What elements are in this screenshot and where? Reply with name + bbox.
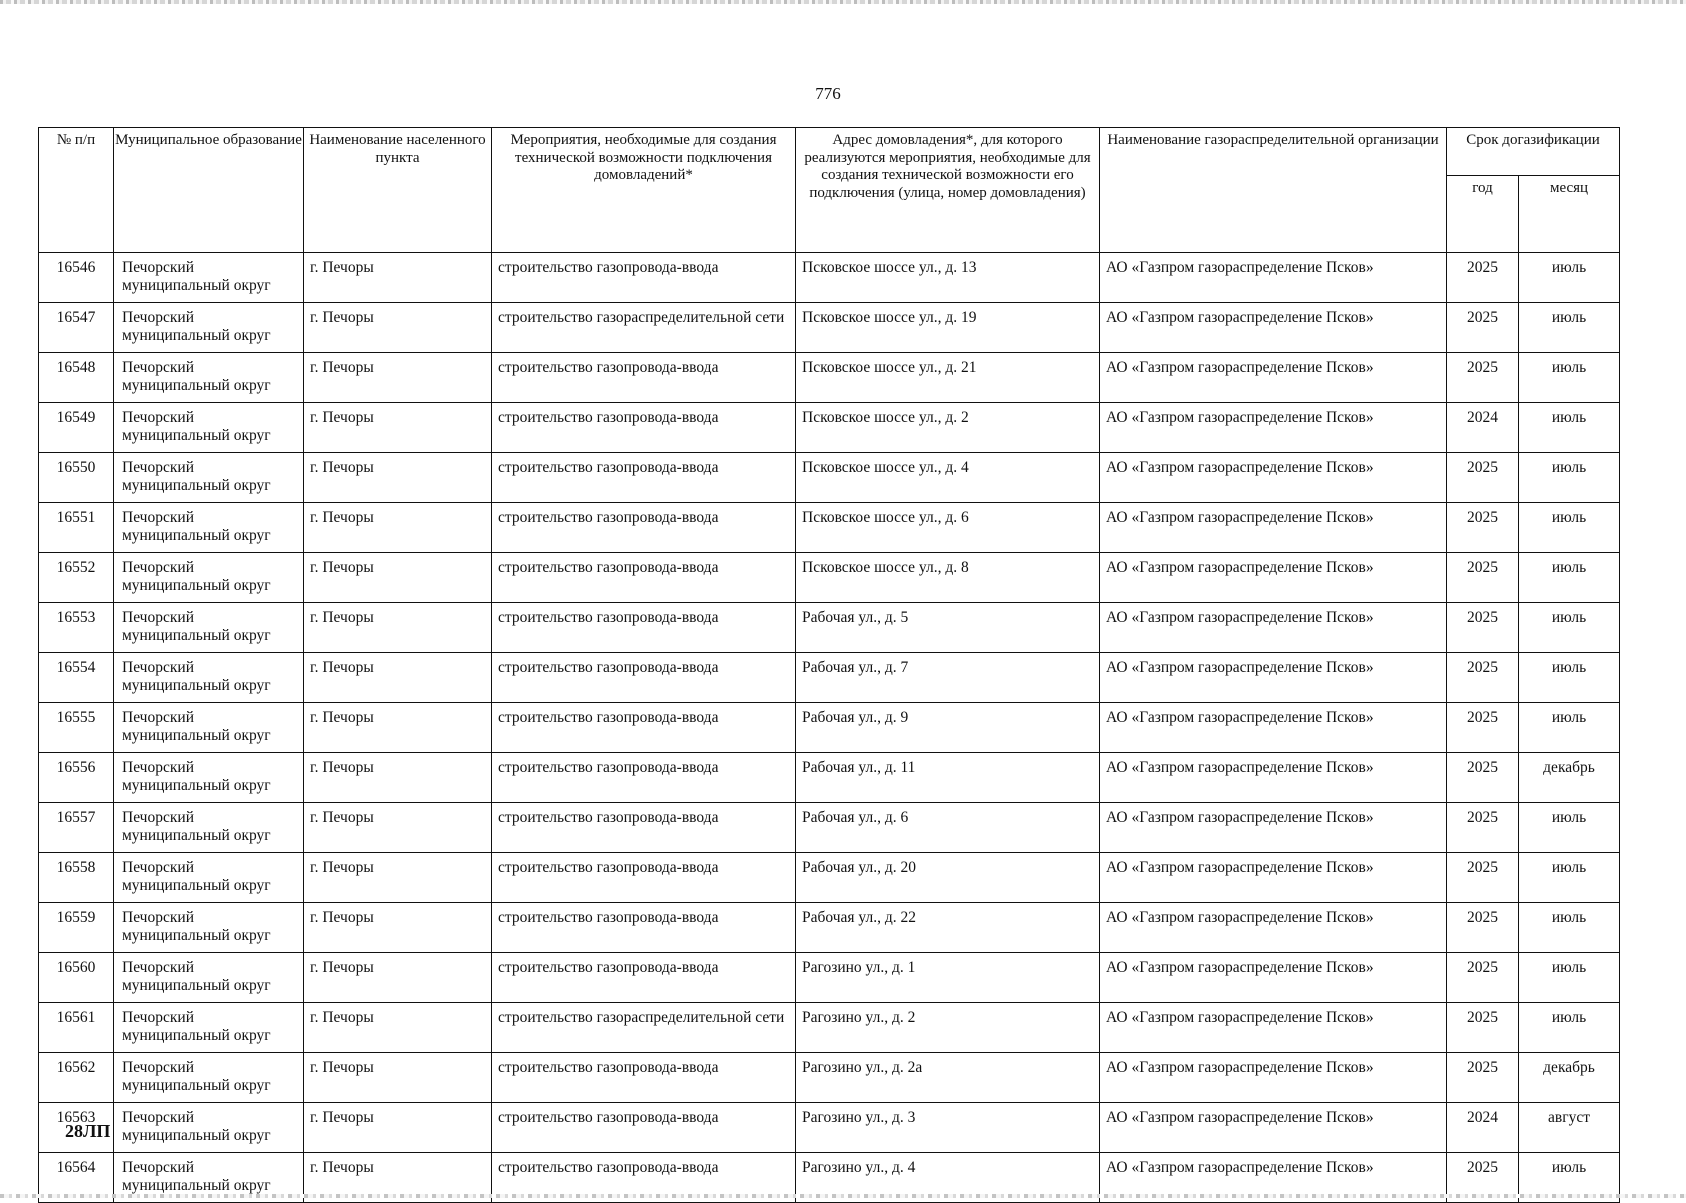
table-row <box>39 1003 1620 1053</box>
cell-month: июль <box>1519 903 1620 953</box>
cell-settlement: г. Печоры <box>304 803 492 853</box>
cell-month: декабрь <box>1519 1053 1620 1103</box>
cell-address: Рагозино ул., д. 3 <box>796 1103 1100 1153</box>
cell-settlement: г. Печоры <box>304 253 492 303</box>
cell-year: 2025 <box>1447 253 1519 303</box>
cell-municipality: Печорский муниципальный округ <box>114 1053 304 1103</box>
cell-num: 16554 <box>39 653 114 703</box>
cell-municipality: Печорский муниципальный округ <box>114 503 304 553</box>
cell-organization: АО «Газпром газораспределение Псков» <box>1100 703 1447 753</box>
cell-settlement: г. Печоры <box>304 703 492 753</box>
table-row <box>39 453 1620 503</box>
cell-organization: АО «Газпром газораспределение Псков» <box>1100 653 1447 703</box>
cell-address: Псковское шоссе ул., д. 19 <box>796 303 1100 353</box>
table-row <box>39 1053 1620 1103</box>
cell-address: Рабочая ул., д. 7 <box>796 653 1100 703</box>
table-row <box>39 953 1620 1003</box>
cell-year: 2025 <box>1447 303 1519 353</box>
cell-num: 16548 <box>39 353 114 403</box>
cell-measure: строительство газопровода-ввода <box>492 603 796 653</box>
cell-settlement: г. Печоры <box>304 653 492 703</box>
cell-month: июль <box>1519 353 1620 403</box>
table-header <box>39 128 1620 253</box>
cell-year: 2024 <box>1447 403 1519 453</box>
cell-num: 16561 <box>39 1003 114 1053</box>
cell-settlement: г. Печоры <box>304 953 492 1003</box>
cell-measure: строительство газопровода-ввода <box>492 903 796 953</box>
cell-measure: строительство газопровода-ввода <box>492 353 796 403</box>
cell-year: 2025 <box>1447 453 1519 503</box>
cell-organization: АО «Газпром газораспределение Псков» <box>1100 1003 1447 1053</box>
cell-month: июль <box>1519 1003 1620 1053</box>
cell-address: Псковское шоссе ул., д. 13 <box>796 253 1100 303</box>
cell-organization: АО «Газпром газораспределение Псков» <box>1100 303 1447 353</box>
cell-settlement: г. Печоры <box>304 1153 492 1203</box>
header-measures: Мероприятия, необходимые для создания технической возможности подключения домовладений* <box>492 128 796 253</box>
cell-num: 16560 <box>39 953 114 1003</box>
cell-municipality: Печорский муниципальный округ <box>114 1103 304 1153</box>
cell-measure: строительство газопровода-ввода <box>492 553 796 603</box>
cell-measure: строительство газопровода-ввода <box>492 853 796 903</box>
cell-address: Рабочая ул., д. 22 <box>796 903 1100 953</box>
cell-organization: АО «Газпром газораспределение Псков» <box>1100 1153 1447 1203</box>
cell-year: 2025 <box>1447 353 1519 403</box>
cell-num: 16555 <box>39 703 114 753</box>
cell-address: Рабочая ул., д. 6 <box>796 803 1100 853</box>
cell-organization: АО «Газпром газораспределение Псков» <box>1100 803 1447 853</box>
table-row <box>39 753 1620 803</box>
cell-municipality: Печорский муниципальный округ <box>114 653 304 703</box>
cell-num: 16557 <box>39 803 114 853</box>
table-row <box>39 503 1620 553</box>
cell-settlement: г. Печоры <box>304 303 492 353</box>
cell-settlement: г. Печоры <box>304 603 492 653</box>
cell-settlement: г. Печоры <box>304 1003 492 1053</box>
header-deadline: Срок догазификации <box>1447 128 1620 176</box>
cell-address: Псковское шоссе ул., д. 8 <box>796 553 1100 603</box>
table-row <box>39 703 1620 753</box>
cell-measure: строительство газопровода-ввода <box>492 953 796 1003</box>
cell-measure: строительство газопровода-ввода <box>492 1053 796 1103</box>
cell-municipality: Печорский муниципальный округ <box>114 1003 304 1053</box>
cell-municipality: Печорский муниципальный округ <box>114 603 304 653</box>
cell-municipality: Печорский муниципальный округ <box>114 903 304 953</box>
header-num: № п/п <box>39 128 114 253</box>
cell-organization: АО «Газпром газораспределение Псков» <box>1100 253 1447 303</box>
cell-address: Рабочая ул., д. 5 <box>796 603 1100 653</box>
cell-municipality: Печорский муниципальный округ <box>114 353 304 403</box>
cell-settlement: г. Печоры <box>304 753 492 803</box>
cell-num: 16556 <box>39 753 114 803</box>
cell-address: Псковское шоссе ул., д. 21 <box>796 353 1100 403</box>
cell-year: 2024 <box>1447 1103 1519 1153</box>
cell-num: 16550 <box>39 453 114 503</box>
cell-year: 2025 <box>1447 953 1519 1003</box>
scan-edge-top <box>0 0 1686 4</box>
cell-settlement: г. Печоры <box>304 903 492 953</box>
cell-measure: строительство газопровода-ввода <box>492 253 796 303</box>
cell-measure: строительство газопровода-ввода <box>492 753 796 803</box>
footer-code: 28ЛП <box>65 1121 111 1141</box>
cell-organization: АО «Газпром газораспределение Псков» <box>1100 853 1447 903</box>
cell-num: 16559 <box>39 903 114 953</box>
cell-measure: строительство газопровода-ввода <box>492 703 796 753</box>
cell-month: июль <box>1519 653 1620 703</box>
cell-measure: строительство газораспределительной сети <box>492 1003 796 1053</box>
table-row <box>39 653 1620 703</box>
cell-municipality: Печорский муниципальный округ <box>114 303 304 353</box>
cell-year: 2025 <box>1447 703 1519 753</box>
cell-num: 16563 <box>39 1103 114 1153</box>
cell-num: 16562 <box>39 1053 114 1103</box>
cell-settlement: г. Печоры <box>304 1053 492 1103</box>
cell-year: 2025 <box>1447 603 1519 653</box>
cell-organization: АО «Газпром газораспределение Псков» <box>1100 753 1447 803</box>
cell-municipality: Печорский муниципальный округ <box>114 953 304 1003</box>
table-row <box>39 303 1620 353</box>
cell-year: 2025 <box>1447 1153 1519 1203</box>
cell-address: Псковское шоссе ул., д. 4 <box>796 453 1100 503</box>
cell-month: август <box>1519 1103 1620 1153</box>
cell-organization: АО «Газпром газораспределение Псков» <box>1100 353 1447 403</box>
cell-month: июль <box>1519 403 1620 453</box>
cell-municipality: Печорский муниципальный округ <box>114 703 304 753</box>
cell-num: 16558 <box>39 853 114 903</box>
cell-settlement: г. Печоры <box>304 453 492 503</box>
cell-month: декабрь <box>1519 753 1620 803</box>
cell-measure: строительство газопровода-ввода <box>492 403 796 453</box>
cell-num: 16564 <box>39 1153 114 1203</box>
cell-municipality: Печорский муниципальный округ <box>114 253 304 303</box>
cell-year: 2025 <box>1447 1053 1519 1103</box>
cell-municipality: Печорский муниципальный округ <box>114 553 304 603</box>
cell-organization: АО «Газпром газораспределение Псков» <box>1100 553 1447 603</box>
cell-settlement: г. Печоры <box>304 853 492 903</box>
cell-month: июль <box>1519 953 1620 1003</box>
cell-settlement: г. Печоры <box>304 503 492 553</box>
cell-month: июль <box>1519 1153 1620 1203</box>
page-number: 776 <box>815 84 841 103</box>
cell-municipality: Печорский муниципальный округ <box>114 853 304 903</box>
header-address: Адрес домовладения*, для которого реализуются мероприятия, необходимые для создания технической возможности его подключения (улица, номер домовладения) <box>796 128 1100 253</box>
header-municipality: Муниципальное образование <box>114 128 304 253</box>
cell-year: 2025 <box>1447 653 1519 703</box>
cell-measure: строительство газопровода-ввода <box>492 1153 796 1203</box>
cell-month: июль <box>1519 853 1620 903</box>
cell-municipality: Печорский муниципальный округ <box>114 803 304 853</box>
cell-address: Рагозино ул., д. 4 <box>796 1153 1100 1203</box>
cell-organization: АО «Газпром газораспределение Псков» <box>1100 453 1447 503</box>
gasification-table <box>38 127 1620 1203</box>
cell-address: Рабочая ул., д. 11 <box>796 753 1100 803</box>
cell-year: 2025 <box>1447 853 1519 903</box>
cell-year: 2025 <box>1447 553 1519 603</box>
header-settlement: Наименование населенного пункта <box>304 128 492 253</box>
cell-address: Рабочая ул., д. 9 <box>796 703 1100 753</box>
header-month: месяц <box>1519 175 1620 252</box>
cell-municipality: Печорский муниципальный округ <box>114 1153 304 1203</box>
cell-measure: строительство газопровода-ввода <box>492 453 796 503</box>
table-row <box>39 403 1620 453</box>
cell-organization: АО «Газпром газораспределение Псков» <box>1100 403 1447 453</box>
cell-year: 2025 <box>1447 903 1519 953</box>
table-body <box>39 253 1620 1203</box>
table-row <box>39 353 1620 403</box>
cell-address: Псковское шоссе ул., д. 6 <box>796 503 1100 553</box>
table-row <box>39 853 1620 903</box>
scan-edge-bottom <box>0 1194 1686 1198</box>
cell-num: 16552 <box>39 553 114 603</box>
cell-address: Рагозино ул., д. 1 <box>796 953 1100 1003</box>
cell-month: июль <box>1519 803 1620 853</box>
cell-month: июль <box>1519 503 1620 553</box>
cell-month: июль <box>1519 703 1620 753</box>
cell-settlement: г. Печоры <box>304 353 492 403</box>
cell-measure: строительство газопровода-ввода <box>492 653 796 703</box>
cell-measure: строительство газопровода-ввода <box>492 503 796 553</box>
cell-month: июль <box>1519 453 1620 503</box>
cell-municipality: Печорский муниципальный округ <box>114 753 304 803</box>
cell-num: 16546 <box>39 253 114 303</box>
table-row <box>39 603 1620 653</box>
cell-year: 2025 <box>1447 803 1519 853</box>
cell-year: 2025 <box>1447 503 1519 553</box>
cell-measure: строительство газопровода-ввода <box>492 1103 796 1153</box>
table-row <box>39 1103 1620 1153</box>
cell-address: Рагозино ул., д. 2а <box>796 1053 1100 1103</box>
cell-measure: строительство газопровода-ввода <box>492 803 796 853</box>
table-row <box>39 553 1620 603</box>
cell-municipality: Печорский муниципальный округ <box>114 403 304 453</box>
table-row <box>39 803 1620 853</box>
cell-address: Рабочая ул., д. 20 <box>796 853 1100 903</box>
cell-organization: АО «Газпром газораспределение Псков» <box>1100 603 1447 653</box>
cell-municipality: Печорский муниципальный округ <box>114 453 304 503</box>
cell-settlement: г. Печоры <box>304 553 492 603</box>
cell-settlement: г. Печоры <box>304 1103 492 1153</box>
table-row <box>39 253 1620 303</box>
cell-month: июль <box>1519 553 1620 603</box>
cell-address: Рагозино ул., д. 2 <box>796 1003 1100 1053</box>
cell-settlement: г. Печоры <box>304 403 492 453</box>
cell-address: Псковское шоссе ул., д. 2 <box>796 403 1100 453</box>
cell-organization: АО «Газпром газораспределение Псков» <box>1100 503 1447 553</box>
cell-organization: АО «Газпром газораспределение Псков» <box>1100 1103 1447 1153</box>
cell-month: июль <box>1519 303 1620 353</box>
cell-year: 2025 <box>1447 1003 1519 1053</box>
table-row <box>39 903 1620 953</box>
cell-month: июль <box>1519 603 1620 653</box>
header-organization: Наименование газораспределительной организации <box>1100 128 1447 253</box>
cell-measure: строительство газораспределительной сети <box>492 303 796 353</box>
cell-organization: АО «Газпром газораспределение Псков» <box>1100 1053 1447 1103</box>
cell-num: 16549 <box>39 403 114 453</box>
header-year: год <box>1447 175 1519 252</box>
cell-month: июль <box>1519 253 1620 303</box>
cell-num: 16547 <box>39 303 114 353</box>
cell-year: 2025 <box>1447 753 1519 803</box>
cell-organization: АО «Газпром газораспределение Псков» <box>1100 953 1447 1003</box>
cell-num: 16553 <box>39 603 114 653</box>
cell-num: 16551 <box>39 503 114 553</box>
cell-organization: АО «Газпром газораспределение Псков» <box>1100 903 1447 953</box>
